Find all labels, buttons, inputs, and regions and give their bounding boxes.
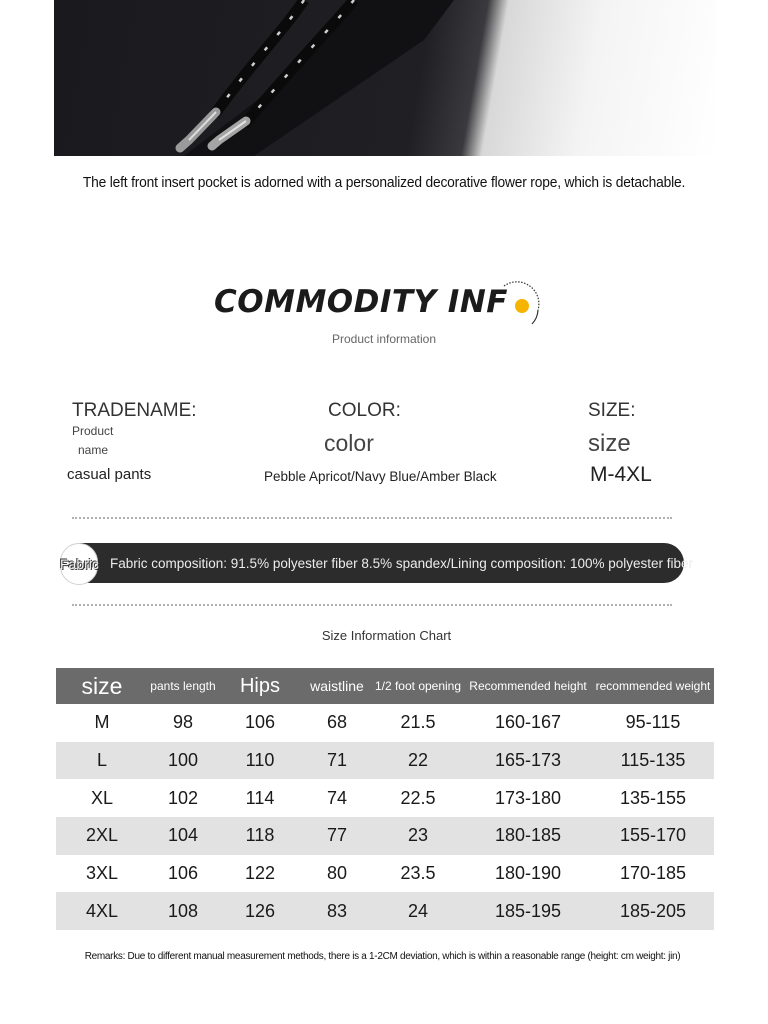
table-row: [56, 704, 714, 742]
table-cell: 122: [244, 863, 276, 884]
header-pants-length: pants length: [148, 668, 218, 704]
table-cell: 180-190: [494, 863, 562, 884]
table-cell: 3XL: [85, 863, 119, 884]
size-sub: size: [588, 430, 631, 457]
size-chart-body: [56, 704, 714, 930]
table-cell: 104: [148, 817, 218, 855]
tradename-value: casual pants: [67, 466, 152, 483]
table-cell: 185-195: [464, 892, 592, 930]
table-cell: 80: [326, 863, 348, 884]
table-cell: M: [94, 712, 110, 733]
divider-top: [72, 517, 672, 519]
table-cell: 165-173: [464, 742, 592, 780]
size-label: SIZE:: [588, 400, 636, 421]
fabric-word: Fabric: [60, 556, 99, 572]
table-cell: 22.5: [400, 787, 436, 808]
table-row: [56, 892, 714, 930]
table-cell: 170-185: [619, 863, 687, 884]
table-cell: 135-155: [619, 787, 687, 808]
header-foot-opening: 1/2 foot opening: [372, 668, 464, 704]
tradename-sub-line2: name: [78, 443, 109, 457]
tradename-sub-line1: Product: [72, 424, 114, 438]
color-sub: color: [324, 430, 374, 456]
table-cell: 108: [148, 892, 218, 930]
table-cell: 83: [302, 892, 372, 930]
table-cell: 68: [326, 712, 348, 733]
table-cell: 160-167: [494, 712, 562, 733]
table-cell: 114: [245, 787, 275, 808]
table-cell: 23: [372, 817, 464, 855]
fabric-composition-text: Fabric composition: 91.5% polyester fiber 8.5% spandex/Lining composition: 100% polyester fiber: [110, 556, 694, 571]
table-cell: 23.5: [400, 863, 436, 884]
table-cell: 24: [372, 892, 464, 930]
table-cell: 185-205: [592, 892, 714, 930]
table-cell: XL: [90, 787, 114, 808]
table-header-row: [56, 668, 714, 704]
header-recommended-height: Recommended height: [464, 668, 592, 704]
table-cell: 180-185: [464, 817, 592, 855]
header-recommended-weight: recommended weight: [592, 668, 714, 704]
size-chart-title: Size Information Chart: [321, 628, 452, 643]
table-cell: 106: [244, 712, 276, 733]
table-cell: 4XL: [56, 892, 148, 930]
size-value: M-4XL: [590, 463, 652, 486]
table-cell: 95-115: [625, 712, 681, 733]
table-cell: 118: [218, 817, 302, 855]
tradename-label: TRADENAME:: [72, 400, 197, 421]
divider-bottom: [72, 604, 672, 606]
table-row: [56, 779, 714, 817]
drawstring-icon: [54, 0, 716, 156]
table-cell: L: [56, 742, 148, 780]
table-cell: 115-135: [592, 742, 714, 780]
table-row: [56, 742, 714, 780]
color-value: Pebble Apricot/Navy Blue/Amber Black: [264, 469, 497, 484]
logo-subtitle: Product information: [331, 332, 437, 346]
table-cell: 98: [172, 712, 194, 733]
table-cell: 102: [167, 787, 199, 808]
header-size: size: [56, 668, 148, 704]
table-row: [56, 855, 714, 893]
drawstring-pants-photo: [54, 0, 716, 156]
table-cell: 2XL: [56, 817, 148, 855]
table-cell: 77: [302, 817, 372, 855]
commodity-logo-text: COMMODITY INF: [214, 284, 508, 320]
header-hips: Hips: [218, 668, 302, 704]
table-cell: 71: [302, 742, 372, 780]
table-cell: 100: [148, 742, 218, 780]
remarks-text: Remarks: Due to different manual measurement methods, there is a 1-2CM deviation, which is within a reasonable range (height: cm weight: jin): [84, 951, 681, 962]
table-row: [56, 817, 714, 855]
table-cell: 173-180: [494, 787, 562, 808]
table-cell: 74: [326, 787, 348, 808]
photo-caption: The left front insert pocket is adorned with a personalized decorative flower rope, which is detachable.: [82, 174, 686, 191]
header-waistline: waistline: [302, 668, 372, 704]
size-chart-table: [56, 668, 714, 930]
table-cell: 126: [218, 892, 302, 930]
color-label: COLOR:: [328, 400, 401, 421]
table-cell: 155-170: [592, 817, 714, 855]
table-cell: 21.5: [400, 712, 436, 733]
table-cell: 22: [372, 742, 464, 780]
table-cell: 110: [218, 742, 302, 780]
circular-badge-logo-icon: [492, 280, 542, 330]
table-cell: 106: [167, 863, 199, 884]
